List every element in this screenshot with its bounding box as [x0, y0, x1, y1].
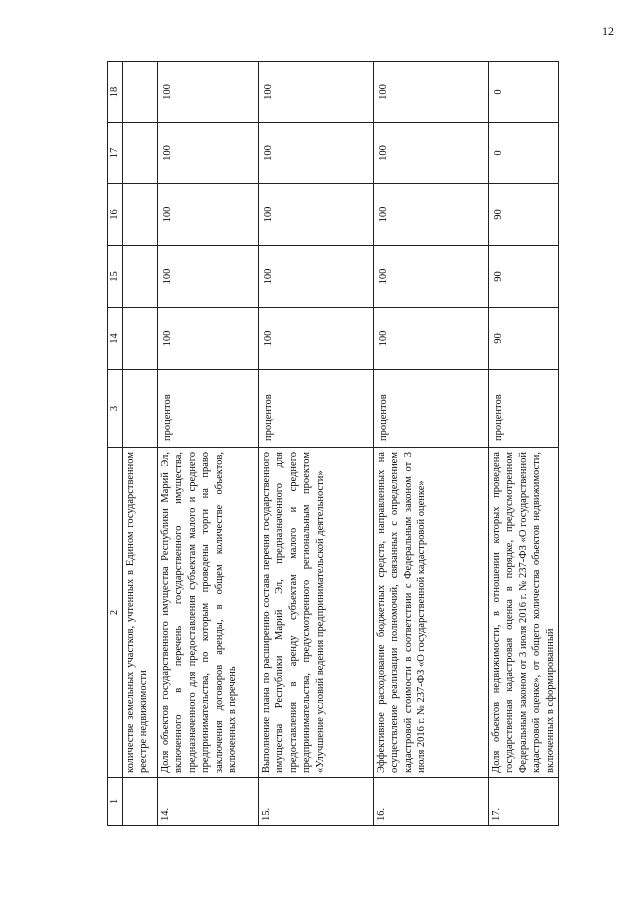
value-cell: 100	[374, 246, 489, 308]
row-number-cell: 17.	[489, 778, 559, 826]
table-row	[489, 62, 559, 826]
row-number-cell	[123, 778, 158, 826]
value-cell	[123, 184, 158, 246]
header-col-2: 2	[108, 448, 123, 778]
unit-cell: процентов	[374, 370, 489, 448]
header-col-15: 15	[108, 246, 123, 308]
row-name-cell: количестве земельных участков, учтенных в Едином государственном реестре недвижимости	[123, 448, 158, 778]
unit-cell: процентов	[489, 370, 559, 448]
value-cell: 100	[374, 308, 489, 370]
unit-cell: процентов	[158, 370, 259, 448]
value-cell: 100	[259, 123, 374, 184]
value-cell: 100	[158, 308, 259, 370]
value-cell: 100	[374, 123, 489, 184]
value-cell: 90	[489, 246, 559, 308]
value-cell: 100	[158, 62, 259, 123]
header-col-3: 3	[108, 370, 123, 448]
value-cell: 100	[158, 246, 259, 308]
table-row	[123, 62, 158, 826]
header-col-18: 18	[108, 62, 123, 123]
value-cell: 100	[259, 184, 374, 246]
row-name-cell: Выполнение плана по расширению состава перечня государственного имущества Республики Марий Эл, предназначенного для предоставления в аренду субъектам малого и среднего предпринимательства, предусмотренного региональным проектом «Улучшение условий ведения предпринимательской деятельности»	[259, 448, 374, 778]
value-cell: 100	[158, 123, 259, 184]
value-cell: 100	[374, 184, 489, 246]
value-cell: 90	[489, 184, 559, 246]
value-cell: 0	[489, 62, 559, 123]
row-number-cell: 14.	[158, 778, 259, 826]
value-cell	[123, 62, 158, 123]
header-col-16: 16	[108, 184, 123, 246]
table-header-row	[108, 62, 123, 826]
value-cell: 100	[259, 246, 374, 308]
row-number-cell: 15.	[259, 778, 374, 826]
value-cell: 0	[489, 123, 559, 184]
unit-cell	[123, 370, 158, 448]
row-name-cell: Доля объектов государственного имущества Республики Марий Эл, включенного в перечень государственного имущества, предназначенного для предоставления субъектам малого и среднего предпринимательства, по которым проведены торги на право заключения договоров аренды, в общем количестве объектов, включенных в перечень	[158, 448, 259, 778]
header-col-17: 17	[108, 123, 123, 184]
row-name-cell: Доля объектов недвижимости, в отношении которых проведена государственная кадастровая оценка в порядке, предусмотренном Федеральным законом от 3 июля 2016 г. № 237-ФЗ «О государственной кадастровой оценке», от общего количества объектов недвижимости, включенных в сформированный	[489, 448, 559, 778]
value-cell: 100	[259, 308, 374, 370]
value-cell	[123, 123, 158, 184]
value-cell: 100	[158, 184, 259, 246]
row-name-cell: Эффективное расходование бюджетных средств, направленных на осуществление реализации полномочий, связанных с определением кадастровой стоимости в соответствии с Федеральным законом от 3 июля 2016 г. № 237-ФЗ «О государственной кадастровой оценке»	[374, 448, 489, 778]
value-cell: 100	[259, 62, 374, 123]
unit-cell: процентов	[259, 370, 374, 448]
table-row	[374, 62, 489, 826]
table-row	[158, 62, 259, 826]
header-col-14: 14	[108, 308, 123, 370]
row-number-cell: 16.	[374, 778, 489, 826]
value-cell: 90	[489, 308, 559, 370]
indicators-table	[107, 61, 559, 826]
table-row	[259, 62, 374, 826]
value-cell: 100	[374, 62, 489, 123]
header-col-1: 1	[108, 778, 123, 826]
page-number: 12	[602, 24, 614, 38]
value-cell	[123, 246, 158, 308]
value-cell	[123, 308, 158, 370]
